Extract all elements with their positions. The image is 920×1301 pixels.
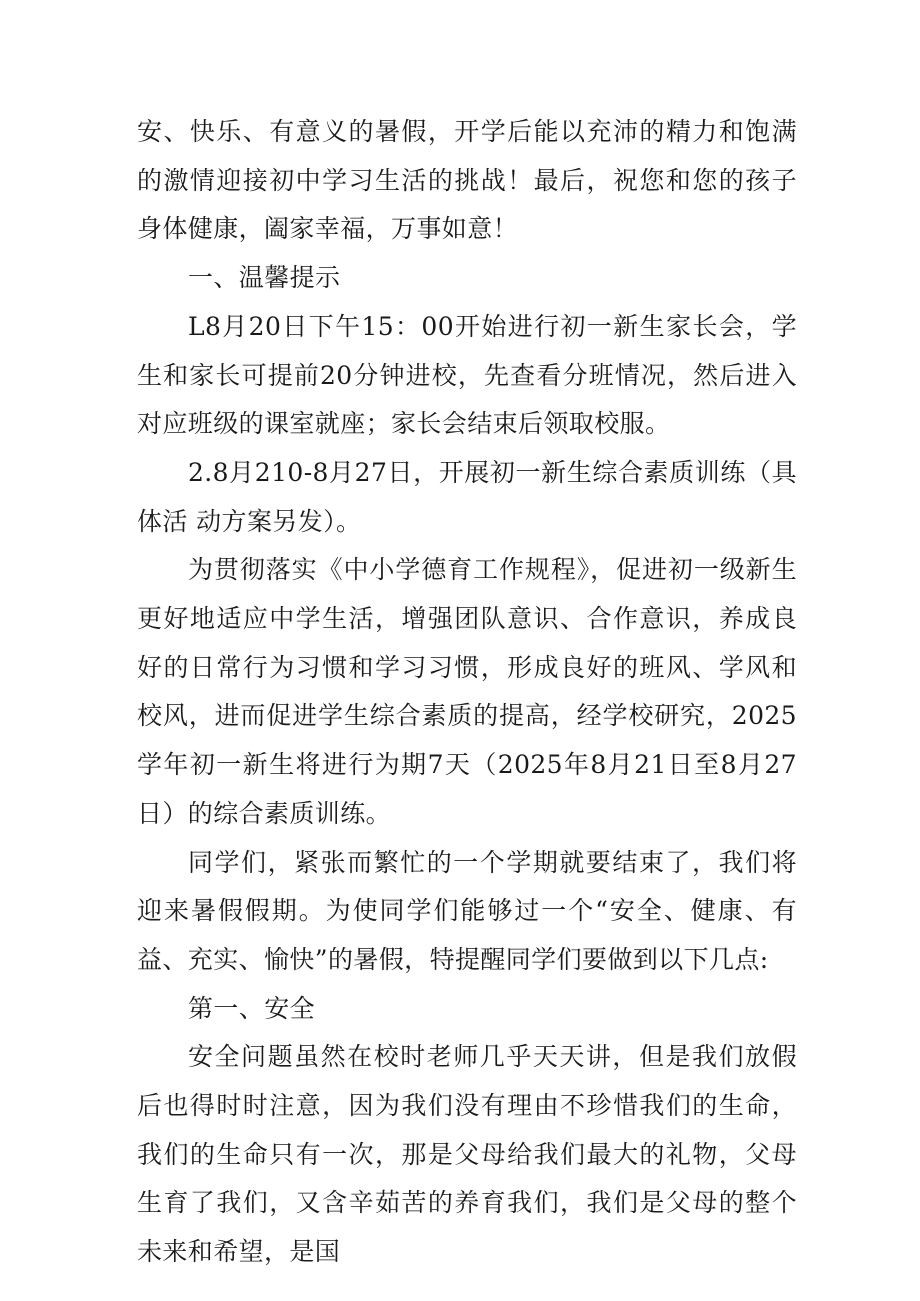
paragraph-training-dates: 2.8月210-8月27日，开展初一新生综合素质训练（具体活 动方案另发）。 bbox=[137, 457, 797, 536]
paragraph-closing-wishes: 安、快乐、有意义的暑假，开学后能以充沛的精力和饱满的激情迎接初中学习生活的挑战！最后，祝您和您的孩子身体健康，阖家幸福，万事如意！ bbox=[137, 117, 797, 244]
paragraph-parent-meeting: L8月20日下午15：00开始进行初一新生家长会，学生和家长可提前20分钟进校，先查看分班情况，然后进入对应班级的课室就座；家长会结束后领取校服。 bbox=[137, 311, 797, 439]
document-body bbox=[137, 108, 797, 1277]
paragraph-training-purpose: 为贯彻落实《中小学德育工作规程》，促进初一级新生更好地适应中学生活，增强团队意识、合作意识，养成良好的日常行为习惯和学习习惯，形成良好的班风、学风和校风，进而促进学生综合素质的提高，经学校研究，2025学年初一新生将进行为期7天（2025年8月21日至8月27日）的综合素质训练。 bbox=[137, 555, 797, 828]
paragraph-summer-reminder: 同学们，紧张而繁忙的一个学期就要结束了，我们将迎来暑假假期。为使同学们能够过一个“安全、健康、有益、充实、愉快”的暑假，特提醒同学们要做到以下几点: bbox=[137, 847, 797, 974]
paragraph-safety-details: 安全问题虽然在校时老师几乎天天讲，但是我们放假后也得时时注意，因为我们没有理由不珍惜我们的生命，我们的生命只有一次，那是父母给我们最大的礼物，父母生育了我们，又含辛茹苦的养育我们，我们是父母的整个未来和希望，是国 bbox=[137, 1042, 797, 1267]
heading-warm-tips: 一、温馨提示 bbox=[188, 263, 341, 293]
heading-safety: 第一、安全 bbox=[188, 993, 316, 1023]
